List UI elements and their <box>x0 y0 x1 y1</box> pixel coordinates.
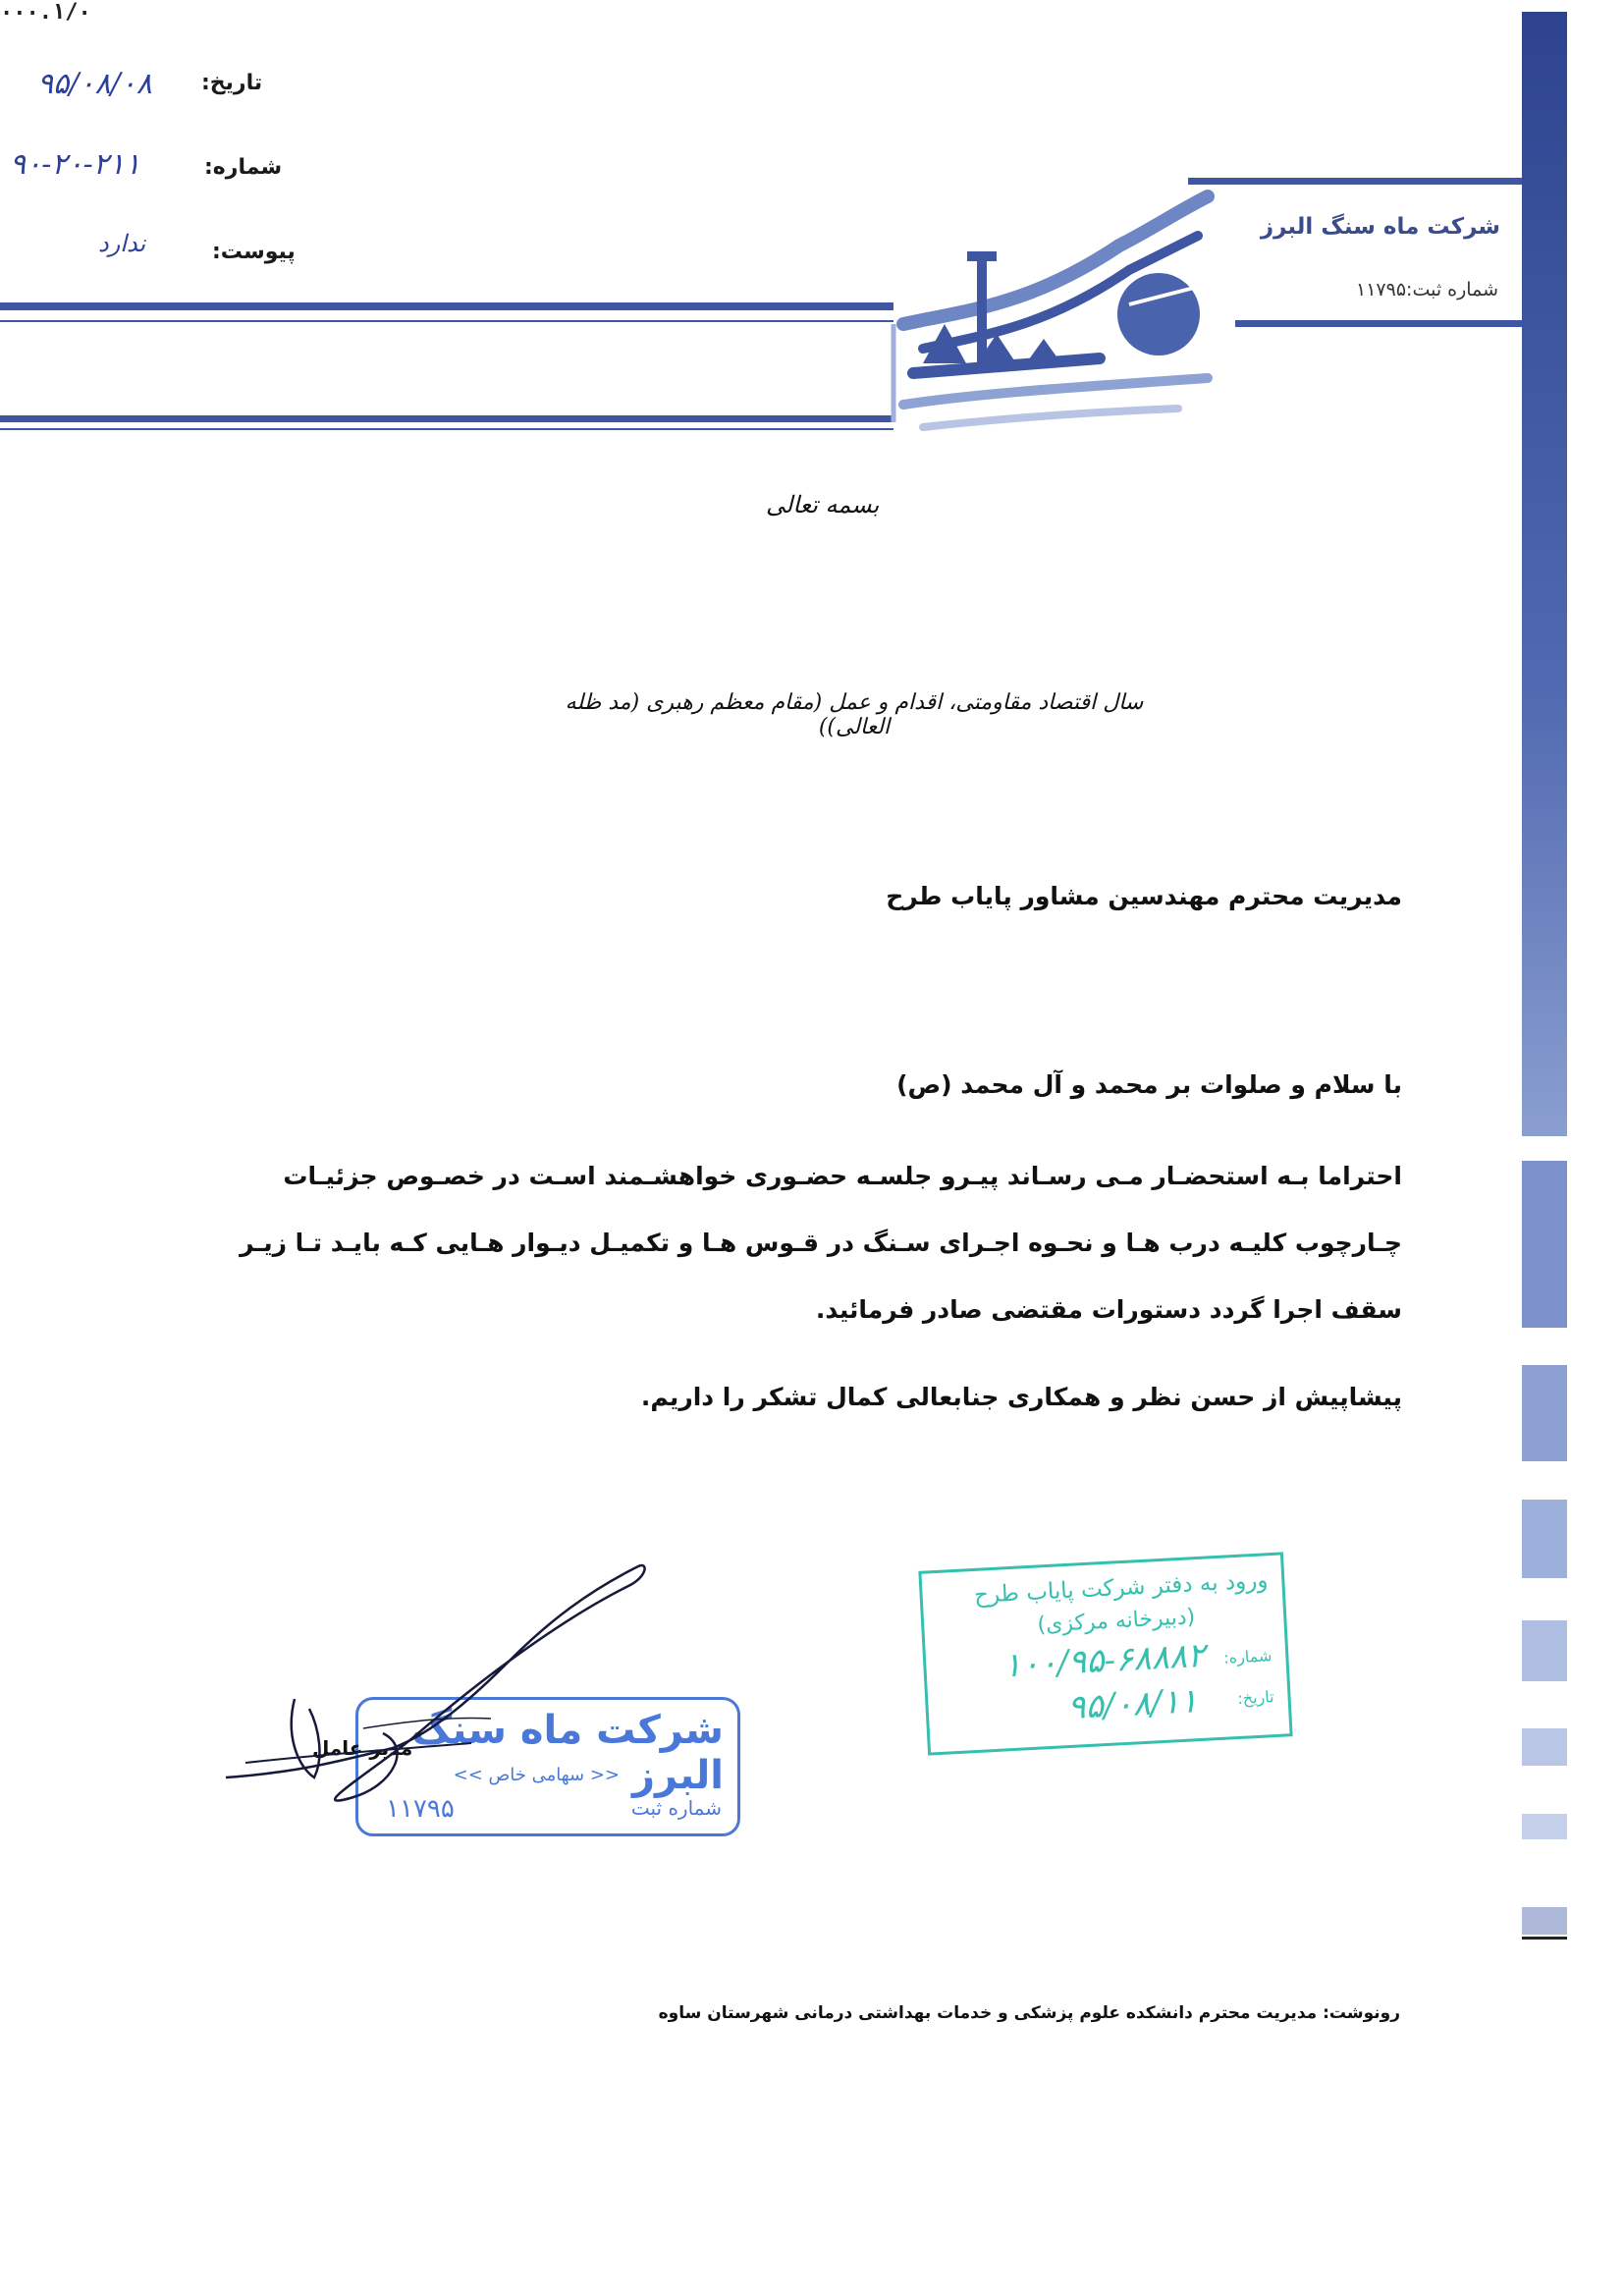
date-label: تاریخ: <box>201 71 263 95</box>
company-stamp-sub: << سهامی خاص >> <box>453 1765 620 1785</box>
side-band-segment-3 <box>1522 1500 1567 1578</box>
attachment-label: پیوست: <box>212 240 296 264</box>
header-rule-right-top <box>1188 178 1522 185</box>
incoming-stamp-number-label: شماره: <box>1222 1646 1272 1667</box>
header-rule-lower <box>0 415 893 422</box>
paragraph-line-1: احتراما بـه استحضـار مـی رسـاند پیـرو جلسـه حضـوری خواهشـمند اسـت در خصـوص جزئیـات <box>283 1162 1402 1190</box>
side-band-main <box>1522 12 1567 1136</box>
paragraph-line-3: سقف اجرا گردد دستورات مقتضی صادر فرمائید. <box>815 1295 1402 1324</box>
attachment-value: ندارد <box>98 230 146 257</box>
header-rule-right <box>1235 320 1522 327</box>
company-stamp-reg-value: ۱۱۷۹۵ <box>386 1794 455 1824</box>
number-value: ۹۰-۲۰-۲۱۱ <box>10 147 141 182</box>
carbon-copy: رونوشت: مدیریت محترم دانشکده علوم پزشکی و خدمات بهداشتی درمانی شهرستان ساوه <box>658 2003 1400 2023</box>
incoming-stamp-heading: ورود به دفتر شرکت پایاب طرح <box>973 1567 1269 1609</box>
signature <box>216 1552 668 1846</box>
side-band-end-line <box>1522 1937 1567 1940</box>
paragraph-line-2: چـارچوب کلیـه درب هـا و نحـوه اجـرای سـنگ در قـوس هـا و تکمیـل دیـوار هـایی کـه بایـد تـا زیـر <box>240 1229 1402 1257</box>
bismillah: بسمه تعالی <box>766 491 880 519</box>
company-registration: شماره ثبت:۱۱۷۹۵ <box>1356 279 1498 301</box>
company-name: شرکت ماه سنگ البرز <box>1260 214 1500 240</box>
addressee: مدیریت محترم مهندسین مشاور پایاب طرح <box>886 882 1402 910</box>
side-band-segment-7 <box>1522 1907 1567 1935</box>
side-band-segment-1 <box>1522 1161 1567 1328</box>
incoming-stamp-sub: (دبیرخانه مرکزی) <box>1036 1605 1196 1638</box>
header-rule-left <box>0 302 893 310</box>
body-paragraph <box>167 1143 1402 1343</box>
incoming-stamp-number-value: ۱۰۰/۹۵-۶۸۸۸۲ <box>1001 1635 1207 1686</box>
header-rule-lower-thin <box>0 428 893 430</box>
number-label: شماره: <box>204 155 283 180</box>
company-logo <box>884 177 1227 442</box>
incoming-stamp <box>918 1552 1292 1755</box>
side-band-segment-6 <box>1522 1814 1567 1839</box>
date-value: ۹۵/۰۸/۰۸ <box>37 67 152 101</box>
managing-director-label: مدیر عامل <box>312 1736 413 1760</box>
incoming-stamp-date-label: تاریخ: <box>1236 1687 1275 1709</box>
side-band-segment-5 <box>1522 1728 1567 1766</box>
incoming-stamp-date-value: ۹۵/۰۸/۱۱ <box>1066 1681 1199 1728</box>
header-rule-left-thin <box>0 320 893 322</box>
company-stamp-name: شرکت ماه سنگ البرز <box>411 1708 724 1798</box>
company-stamp-reg-label: شماره ثبت <box>630 1796 722 1820</box>
side-band-segment-4 <box>1522 1620 1567 1681</box>
greeting: با سلام و صلوات بر محمد و آل محمد (ص) <box>896 1070 1402 1099</box>
side-band-segment-2 <box>1522 1365 1567 1461</box>
year-slogan: سال اقتصاد مقاومتی، اقدام و عمل (مقام معظم رهبری (مد ظله العالی)) <box>565 690 1144 739</box>
thanks-line: پیشاپیش از حسن نظر و همکاری جنابعالی کمال تشکر را داریم. <box>640 1383 1402 1411</box>
corner-reference-code: ۰۰۰.۱/۰ <box>0 0 91 25</box>
